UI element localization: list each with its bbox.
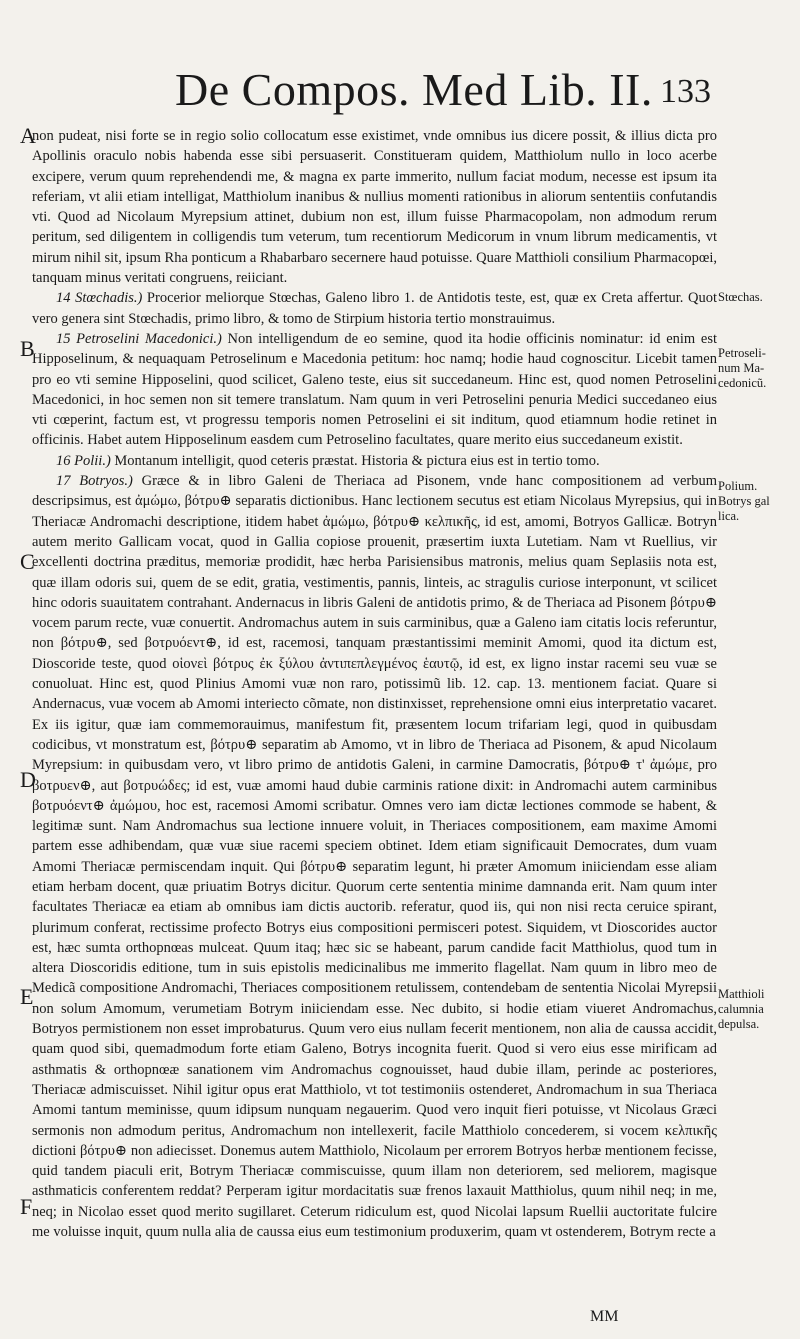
entry-16-text: Montanum intelligit, quod ceteris præstat. Historia & pictura eius est in tertio tomo. — [110, 452, 600, 469]
entry-17-label: 17 Botryos.) — [56, 473, 133, 490]
marginal-note-stoechas — [718, 290, 796, 305]
marginal-line: lica. — [718, 509, 740, 523]
marginal-line: Polium. — [718, 479, 758, 493]
opening-paragraph: non pudeat, nisi forte se in regio solio collocatum esse existimet, vnde omnibus ius dicere possit, & illius dicta pro Apollinis oraculo nobis habenda esse sibi persuaserit. Constitueram quidem, Matthiolum nullo in loco acerbe excipere, verum quum reprehendendi me, & magna ex parte immerito, nullum faciat modum, necesse est ipsum ita referiam, vt alii etiam intelligat, Matthiolum inanibus & nullius momenti rationibus in aliorum sententiis confutandis vti. Quod ad Nicolaum Myrepsium attinet, dubium non est, illum fuisse Pharmacopolam, non admodum rerum peritum, sed diligentem in colligendis tum veterum, tum recentiorum Medicorum in vnum librum medicamentis, vt mirum nihil sit, ipsum Rha ponticum a Rhabarbaro secernere haud potuisse. Quare Matthioli consilium Pharmacopœi, tanquam minus veritati congruens, reiiciant. — [32, 128, 717, 287]
section-letter-e: E — [20, 984, 34, 1009]
entry-15 — [32, 329, 717, 451]
entry-14 — [32, 288, 717, 329]
marginal-note-polium — [718, 479, 796, 524]
section-letter-c: C — [20, 549, 35, 574]
section-letter-a: A — [20, 123, 36, 148]
marginal-line: Petroseli- — [718, 346, 766, 360]
main-text — [32, 126, 717, 1242]
page-number: 133 — [660, 73, 711, 110]
marginal-line: Botrys gal — [718, 494, 770, 508]
marginal-line: cedonicũ. — [718, 376, 767, 390]
section-letter-d: D — [20, 767, 36, 792]
section-letter-b: B — [20, 336, 35, 361]
section-letter-f: F — [20, 1194, 33, 1219]
marginal-line: depulsa. — [718, 1017, 760, 1031]
entry-16-label: 16 Polii.) — [56, 452, 111, 469]
marginal-line: calumnia — [718, 1002, 764, 1016]
entry-16 — [32, 451, 717, 471]
marginal-line: Matthioli — [718, 987, 765, 1001]
marginal-line: Stœchas. — [718, 290, 763, 304]
marginal-line: num Ma- — [718, 361, 765, 375]
entry-15-label: 15 Petroselini Macedonici.) — [56, 330, 222, 347]
running-head: De Compos. Med Lib. II. — [175, 64, 653, 115]
entry-14-label: 14 Stœchadis.) — [56, 290, 143, 307]
signature-mark: MM — [590, 1308, 619, 1325]
marginal-note-matthioli — [718, 987, 796, 1032]
entry-17-text: Græce & in libro Galeni de Theriaca ad Pisonem, vnde hanc compositionem ad verbum descripsimus, est ἀμώμω, βότρυ⊕ separatis dictionibus. Hanc lectionem secutus est etiam Nicolaus Myrepsius, qui in Theriacæ Andromachi descriptione, itidem habet ἀμώμω, βότρυ⊕ κελπικῆς, id est, amomi, Botryos Gallicæ. Botryn autem merito Gallicam vocat, quod in Gallia copiose prouenit, præsertim iuxta Lutetiam. Nam vt Ruellius, vir excellenti doctrina præditus, memoriæ prodidit, hæc herba Parisiensibus matronis, melius quam Seplasiis nota est, quæ illam odoris sui, quem de se edit, gratia, vestimentis, pannis, linteis, ac stragulis curiose interponunt, vt scilicet hinc odoris suauitatem contrahant. Andernacus in libris Galeni de antidotis primo, & de Theriaca ad Pisonem βότρυ⊕ vocem parum recte, vuæ conuertit. Andromachus autem in suis carminibus, quæ a Galeno iam citatis locis referuntur, non βότρυ⊕, sed βοτρυόεντ⊕, id est, racemosi, tanquam præstantissimi meminit Amomi, quod ita dictum est, Dioscoride teste, quod οἱονεὶ βότρυς ἐκ ξύλου ἀντιπεπλεγμένος ἑαυτῷ, id est, ex ligno instar racemi seu vuæ se conuoluat. Hinc est, quod Plinius Amomi vuæ non raro, potissimũ lib. 12. cap. 13. mentionem faciat. Quare si Andernacus, vuæ vocem ab Amomi interiecto cõmate, non distinxisset, reprehensione omni eius interpretatio vacaret. Ex iis igitur, quæ iam commemorauimus, manifestum fit, præsentem locum trifariam legi, quod in quibusdam codicibus, vt monstratum est, βότρυ⊕ separatim ab Amomo, vt in libro de Theriaca ad Pisonem, & apud Nicolaum Myrepsium: in quibusdam vero, vt libro primo de antidotis Galeni, in carmine Damocratis, βότρυ⊕ τ' ἀμώμε, pro βοτρυεν⊕, aut βοτρυώδες; id est, vuæ amomi haud dubie carminis ratione dixit: in Andromachi autem carminibus βοτρυόεντ⊕ ἀμώμου, hoc est, racemosi Amomi scribatur. Omnes vero iam dictæ lectiones commode se habent, & legitimæ sunt. Nam Andromachus sua lectione innuere voluit, in Theriaces compositionem, eam maxime Amomi partem esse adhibendam, quæ vuæ siue racemi speciem obtinet. Idem etiam significauit Democrates, dum vuam Amomi Theriacæ permiscendam inquit. Qui βότρυ⊕ separatim legunt, hi præter Amomum iniiciendam esse aliam etiam herbam docent, quæ priuatim Botrys dicitur. Quorum certe sententia minime damnanda erit. Nam quum inter facultates Theriacæ ea etiam ab omnibus iam dictis auctorib. referatur, quod iis, qui non nisi recta ceruice spirant, plurimum conferat, rectissime profecto Botrys eius compositioni permisceri potest. Siquidem, vt Dioscorides auctor est, hæc sumta orthopnœas mulceat. Quum itaq; hæc sic se habeant, parum candide facit Matthiolus, quod tum in altera Dioscoridis editione, tum in suis epistolis medicinalibus me immerito flagellat. Nam quum in libro meo de Medicã compositione Andromachi, Theriaces compositionem retulissem, contendebam de sententia Nicolai Myrepsii non solum Amomum, verumetiam Botrym iniiciendam esse. Nec dubito, si hodie etiam viueret Andromachus, Botryos permistionem non esset improbaturus. Quum vero eius nullam fecerit mentionem, non alia de caussa accidit, quam quod sibi, quemadmodum forte etiam Galeno, Botrys incognita fuerit. Quod si vero eius esse mirificam ad asthmatis & orthopnœæ sanationem vim Andromachus cognouisset, haud dubie illam, perinde ac posteriores, Theriacæ admiscuisset. Nihil igitur opus erat Matthiolo, vt tot testimoniis ostenderet, Andromachum in sua Theriaca Amomi tantum meminisse, quum idipsum nunquam negauerim. Quod vero inquit fieri potuisse, vt Nicolaus Græci sermonis non admodum peritus, Andromachum non intellexerit, facile Matthiolo concederem, si vocem κελπικῆς dictioni βότρυ⊕ non adiecisset. Donemus autem Matthiolo, Nicolaum per errorem Botryos herbæ mentionem fecisse, quid tandem piaculi erit, Botrym Theriacæ commiscuisse, quum illam non deteriorem, sed meliorem, magisque asthmaticis conferentem reddat? Perperam igitur mordacitatis suæ frenos laxauit Matthiolus, quum nihil neq; in me, neq; in Nicolao esset quod merito sugillaret. Ceterum ridiculum est, quod Nicolai lapsum Ruellii auctoritate fulcire me voluisse inquit, quum nulla alia de caussa eius eum testimonium produxerim, quam vt ostenderem, Botrym recte a — [32, 473, 717, 1241]
entry-15-text: Non intelligendum de eo semine, quod ita hodie officinis nominatur: id enim est Hipposelinum, & nequaquam Petroselinum e Macedonia petitum: hoc namq; hodie haud cognoscitur. Licebit tamen pro eo vti semine Hipposelini, quod scilicet, Galeno teste, eius sit succedaneum. Hinc est, quod nomen Petroselini Macedonici, in hoc semen non sit temere translatum. Nam quum in veri Petroselini penuria Medici succedaneo eius vti cœperint, factum est, vt progressu temporis nomen Petroselini ei sit inditum, quod etiamnum hodie retinet in officinis. Habet autem Hipposelinum easdem cum Petroselino facultates, quare merito eius succedaneum existit. — [32, 330, 717, 449]
entry-14-text: Procerior meliorque Stœchas, Galeno libro 1. de Antidotis teste, est, quæ ex Creta affertur. Quot vero genera sint Stœchadis, primo libro, & tomo de Stirpium historia tertio monstrauimus. — [32, 290, 717, 327]
marginal-note-petroselinum — [718, 346, 796, 391]
entry-17 — [32, 471, 717, 1242]
